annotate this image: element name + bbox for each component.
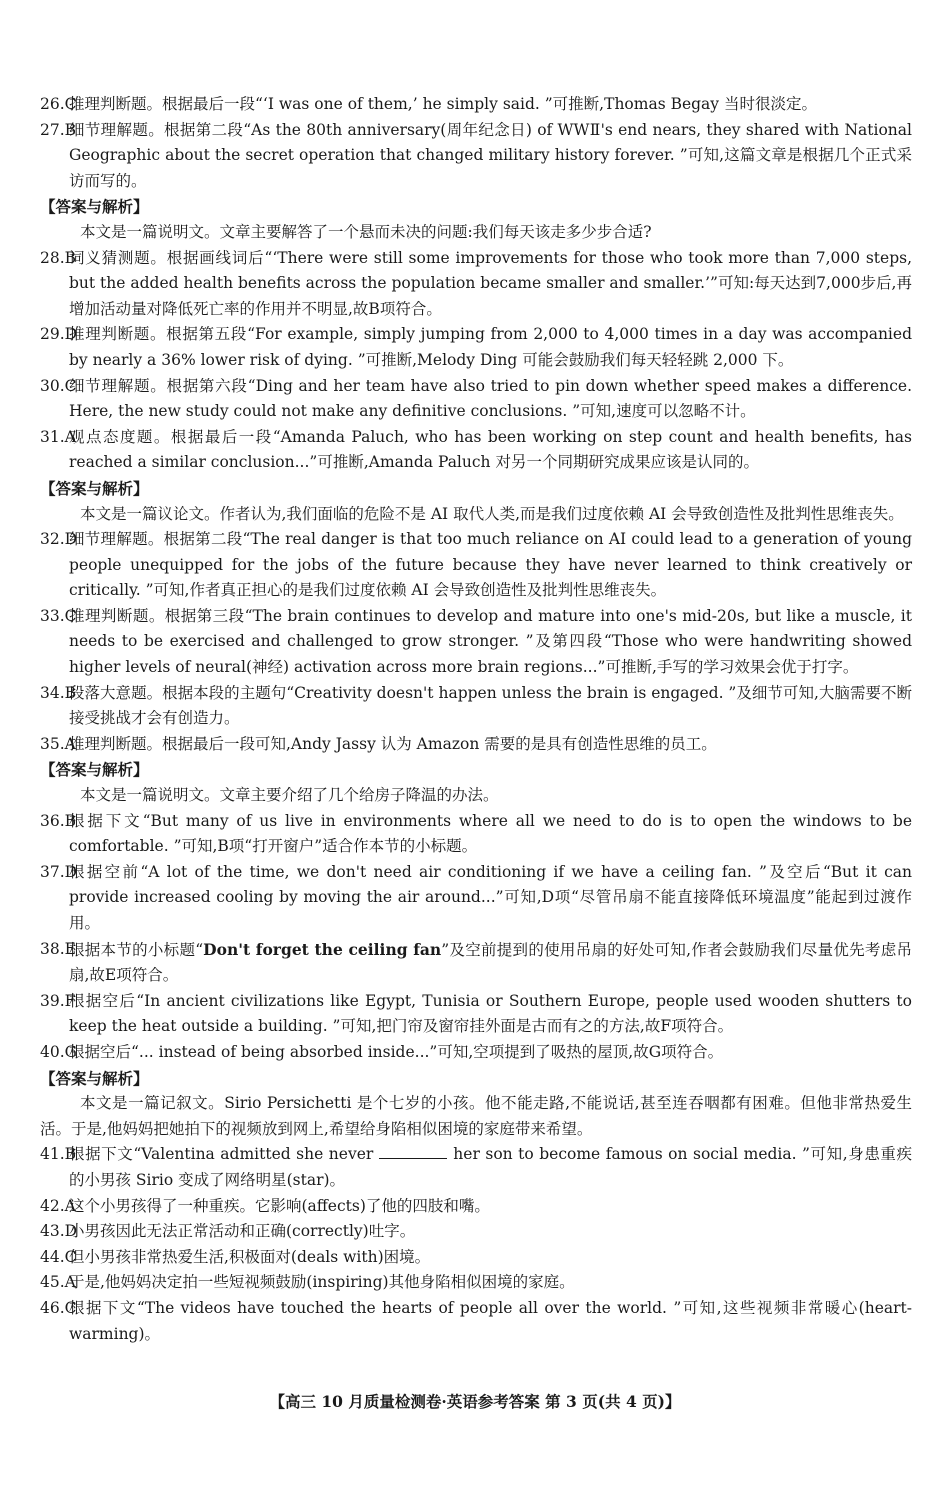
item-explanation: 根据下文“But many of us live in environments where all we need to do is to open the windows to be comfortable. ”可知,B项“打开窗户”适合作本节的小标题。 <box>69 811 912 856</box>
item-explanation: 推理判断题。根据第五段“For example, simply jumping from 2,000 to 4,000 times in a day was accompanied by nearly a 36% lower risk of dying. ”可推断,Melody Ding 可能会鼓励我们每天轻轻跳 2,000 下。 <box>69 325 912 369</box>
item-explanation: 小男孩因此无法正常活动和正确(correctly)吐字。 <box>69 1222 416 1241</box>
item-number: 30.C <box>40 376 77 395</box>
explanation-rest: ”及空前提到的使用吊扇的好处可知,作者会鼓励我们尽量优先考虑吊扇,故E项符合。 <box>69 940 912 985</box>
item-explanation: 细节理解题。根据第二段“The real danger is that too much reliance on AI could lead to a generation of young people unequipped for the jobs of the future because they have never learned to think creatively or critically. ”可知,作者真正担心的是我们过度依赖 AI 会导致创造性及批判性思维丧失。 <box>69 530 912 600</box>
answer-item-30 <box>40 374 912 425</box>
item-explanation: 这个小男孩得了一种重疾。它影响(affects)了他的四肢和嘴。 <box>69 1196 490 1215</box>
item-explanation: 细节理解题。根据第六段“Ding and her team have also tried to pin down whether speed makes a difference. Here, the new study could not make any definitive conclusions. ”可知,速度可以忽略不计。 <box>69 376 912 421</box>
answer-item-26 <box>40 92 912 118</box>
answer-item-31 <box>40 425 912 476</box>
explanation-lead: 根据本节的小标题“ <box>69 940 204 959</box>
item-number: 37.D <box>40 862 78 881</box>
item-explanation: 词义猜测题。根据画线词后“‘There were still some improvements for those who took more than 7,000 steps, but the added health benefits across the population became smaller and smaller.’”可知:每天达到7,000步后,再增加活动量对降低死亡率的作用并不明显,故B项符合。 <box>69 248 912 318</box>
item-number: 33.C <box>40 606 77 625</box>
section-intro: 本文是一篇议论文。作者认为,我们面临的危险不是 AI 取代人类,而是我们过度依赖 AI 会导致创造性及批判性思维丧失。 <box>80 504 904 523</box>
item-explanation <box>69 1142 912 1193</box>
answer-item-40 <box>40 1040 912 1066</box>
item-explanation: 段落大意题。根据本段的主题句“Creativity doesn't happen unless the brain is engaged. ”及细节可知,大脑需要不断接受挑战才会有创造力。 <box>69 683 912 728</box>
answer-item-34 <box>40 681 912 732</box>
answer-item-33 <box>40 604 912 681</box>
section-intro: 本文是一篇记叙文。Sirio Persichetti 是个七岁的小孩。他不能走路,不能说话,甚至连吞咽都有困难。但他非常热爱生活。于是,他妈妈把她拍下的视频放到网上,希望给身陷相似困境的家庭带来希望。 <box>40 1094 912 1138</box>
answer-item-43 <box>40 1219 912 1245</box>
item-explanation: 推理判断题。根据最后一段“‘I was one of them,’ he simply said. ”可推断,Thomas Begay 当时很淡定。 <box>69 95 817 113</box>
subheading-quote: Don't forget the ceiling fan <box>203 939 442 959</box>
item-explanation: 根据下文“The videos have touched the hearts of people all over the world. ”可知,这些视频非常暖心(heart-warming)。 <box>69 1298 912 1343</box>
answer-item-42 <box>40 1194 912 1220</box>
item-number: 42.A <box>40 1196 76 1215</box>
answer-item-32 <box>40 527 912 604</box>
item-number: 44.C <box>40 1247 77 1266</box>
item-explanation: 推理判断题。根据第三段“The brain continues to develop and mature into one's mid-20s, but like a muscle, it needs to be exercised and challenged to grow stronger. ”及第四段“Those who were handwriting showed higher levels of neural(神经) activation across more brain regions...”可推断,手写的学习效果会优于打字。 <box>69 606 912 677</box>
section-intro: 本文是一篇说明文。文章主要解答了一个悬而未决的问题:我们每天该走多少步合适? <box>80 222 652 241</box>
answer-item-45 <box>40 1270 912 1296</box>
item-number: 35.A <box>40 734 76 753</box>
answer-item-38 <box>40 937 912 989</box>
answer-item-41 <box>40 1142 912 1193</box>
item-number: 32.D <box>40 530 78 549</box>
item-explanation: 观点态度题。根据最后一段“Amanda Paluch, who has been working on step count and health benefits, has reached a similar conclusion...”可推断,Amanda Paluch 对另一个同期研究成果应该是认同的。 <box>69 427 912 472</box>
item-number: 46.C <box>40 1298 77 1317</box>
section-heading: 【答案与解析】 <box>40 478 149 498</box>
item-explanation: 推理判断题。根据最后一段可知,Andy Jassy 认为 Amazon 需要的是具有创造性思维的员工。 <box>69 734 717 753</box>
section-heading: 【答案与解析】 <box>40 760 149 780</box>
explanation-lead: 根据下文“Valentina admitted she never <box>69 1145 374 1164</box>
answer-item-35 <box>40 732 912 758</box>
explanation-rest: her son to become famous on social media. ”可知,身患重疾的小男孩 Sirio 变成了网络明星(star)。 <box>69 1145 912 1189</box>
answer-item-36 <box>40 809 912 860</box>
item-explanation: 根据空前“A lot of the time, we don't need air conditioning if we have a ceiling fan. ”及空后“But it can provide increased cooling by moving the air around...”可知,D项“尽管吊扇不能直接降低环境温度”能起到过渡作用。 <box>69 862 912 932</box>
answer-item-27 <box>40 118 912 195</box>
section-intro: 本文是一篇说明文。文章主要介绍了几个给房子降温的办法。 <box>80 786 499 805</box>
item-number: 26.C <box>40 95 77 113</box>
item-explanation: 于是,他妈妈决定拍一些短视频鼓励(inspiring)其他身陷相似困境的家庭。 <box>69 1273 575 1292</box>
answer-content <box>40 92 912 1347</box>
item-number: 28.B <box>40 248 77 267</box>
item-explanation: 细节理解题。根据第二段“As the 80th anniversary(周年纪念日) of WWⅡ's end nears, they shared with National Geographic about the secret operation that changed military history forever. ”可知,这篇文章是根据几个正式采访而写的。 <box>69 120 912 190</box>
item-explanation: 根据空后“... instead of being absorbed inside...”可知,空项提到了吸热的屋顶,故G项符合。 <box>69 1042 724 1061</box>
section-heading: 【答案与解析】 <box>40 197 149 217</box>
answer-item-29 <box>40 322 912 373</box>
item-number: 36.B <box>40 811 77 830</box>
item-number: 27.B <box>40 120 77 139</box>
answer-item-46 <box>40 1296 912 1347</box>
section-heading: 【答案与解析】 <box>40 1068 149 1088</box>
item-number: 40.G <box>40 1042 78 1061</box>
item-number: 43.D <box>40 1222 78 1241</box>
answer-item-44 <box>40 1245 912 1271</box>
item-explanation: 根据空后“In ancient civilizations like Egypt, Tunisia or Southern Europe, people used wooden shutters to keep the heat outside a building. ”可知,把门帘及窗帘挂外面是古而有之的方法,故F项符合。 <box>69 991 912 1036</box>
item-explanation: 但小男孩非常热爱生活,积极面对(deals with)困境。 <box>69 1247 431 1266</box>
answer-item-37 <box>40 860 912 937</box>
item-number: 41.B <box>40 1145 77 1164</box>
item-explanation <box>69 937 912 989</box>
item-number: 39.F <box>40 991 76 1010</box>
item-number: 45.A <box>40 1273 76 1292</box>
item-number: 34.B <box>40 683 77 702</box>
page-footer: 【高三 10 月质量检测卷·英语参考答案 第 3 页(共 4 页)】 <box>269 1392 681 1411</box>
item-number: 31.A <box>40 427 76 446</box>
item-number: 38.E <box>40 939 76 958</box>
item-number: 29.D <box>40 325 78 344</box>
answer-item-39 <box>40 989 912 1040</box>
answer-item-28 <box>40 246 912 323</box>
fill-blank <box>379 1144 447 1159</box>
